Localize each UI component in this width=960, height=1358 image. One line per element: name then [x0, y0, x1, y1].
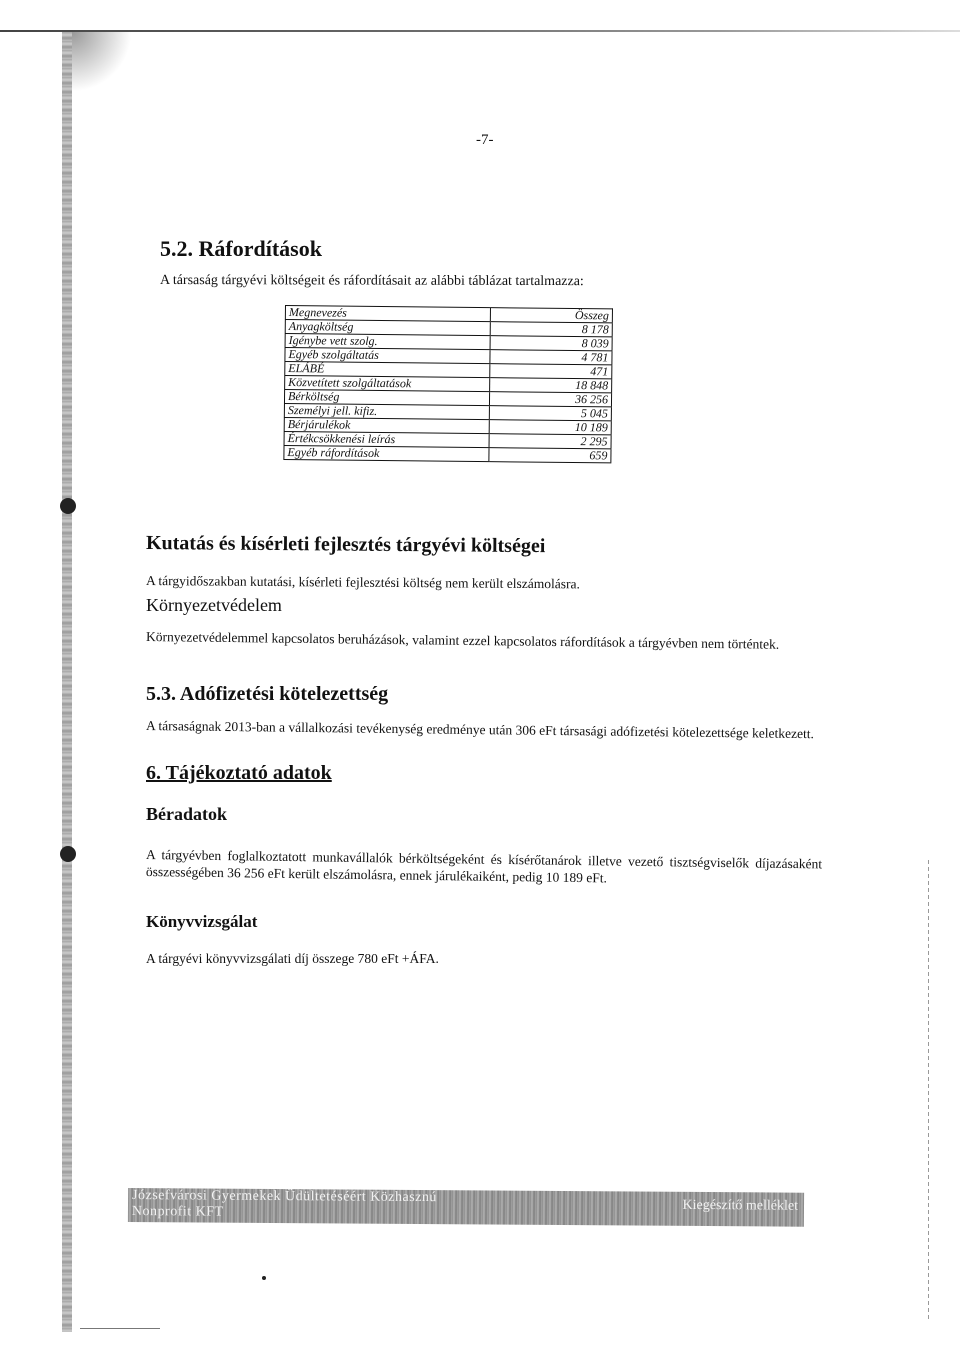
row-amount: 659	[489, 448, 611, 463]
heading-konyvvizsgalat: Könyvvizsgálat	[146, 912, 258, 931]
footer-organization	[132, 1188, 437, 1222]
row-amount: 36 256	[489, 392, 611, 407]
column-header-amount: Összeg	[490, 308, 612, 323]
row-amount: 10 189	[489, 420, 611, 435]
row-name: Igénybe vett szolg.	[285, 334, 490, 350]
row-name: Értékcsökkenési leírás	[284, 431, 489, 447]
heading-kutatas: Kutatás és kísérleti fejlesztés tárgyévi költségei	[145, 532, 546, 558]
page-number: -7-	[476, 132, 494, 148]
costs-table	[283, 305, 613, 463]
scan-dot	[262, 1276, 266, 1280]
heading-adofizetes: 5.3. Adófizetési kötelezettség	[146, 683, 389, 705]
heading-beradatok: Béradatok	[146, 804, 227, 824]
row-amount: 5 045	[489, 406, 611, 421]
text-kutatas: A tárgyidőszakban kutatási, kísérleti fejlesztési költség nem került elszámolásra.	[145, 573, 580, 592]
row-name: Egyéb szolgáltatás	[285, 348, 490, 364]
heading-kornyezetvedelem: Környezetvédelem	[146, 595, 282, 615]
row-name: Anyagköltség	[285, 320, 490, 336]
text-adofizetes: A társaságnak 2013-ban a vállalkozási tevékenység eredménye után 306 eFt társasági adófizetési kötelezettsége keletkezett.	[145, 718, 815, 742]
row-amount: 4 781	[490, 350, 612, 365]
row-name: Bérköltség	[284, 390, 489, 406]
punch-hole	[60, 846, 76, 862]
footer-org-line1: Józsefvárosi Gyermekek Üdültetéséért Közhasznú	[132, 1188, 437, 1206]
text-konyvvizsgalat: A tárgyévi könyvvizsgálati díj összege 780 eFt +ÁFA.	[146, 951, 439, 966]
row-amount: 2 295	[489, 434, 611, 449]
row-name: Személyi jell. kifiz.	[284, 403, 489, 419]
row-name: Bérjárulékok	[284, 417, 489, 433]
row-amount: 8 178	[490, 322, 612, 337]
column-header-name: Megnevezés	[285, 306, 490, 322]
row-name: Közvetített szolgáltatások	[285, 376, 490, 392]
punch-hole	[60, 498, 76, 514]
scan-bottom-mark	[80, 1328, 160, 1329]
footer-band	[128, 1188, 804, 1227]
row-amount: 471	[490, 364, 612, 379]
section-intro: A társaság tárgyévi költségeit és ráfordításait az alábbi táblázat tartalmazza:	[159, 273, 584, 290]
row-name: ELÁBÉ	[285, 362, 490, 378]
row-amount: 18 848	[490, 378, 612, 393]
footer-org-line2: Nonprofit KFT	[131, 1204, 224, 1220]
row-name: Egyéb ráfordítások	[284, 445, 489, 461]
section-title-raforditasok: 5.2. Ráfordítások	[160, 236, 322, 261]
footer-document-label: Kiegészítő melléklet	[682, 1197, 799, 1214]
scan-left-binding-shadow	[62, 32, 72, 1332]
scan-corner-shadow	[72, 32, 132, 92]
table-row	[284, 445, 611, 462]
row-amount: 8 039	[490, 336, 612, 351]
scan-top-edge	[0, 30, 960, 32]
scan-right-edge	[928, 860, 929, 1320]
text-beradatok: A tárgyévben foglalkoztatott munkavállalók bérköltségeként és kísérőtanárok illetve vezető tisztségviselők díjazásaként összességében 36 256 eFt került elszámolásra, ennek járulékaiként, pedig 10 189 eFt.	[145, 847, 823, 886]
text-kornyezetvedelem: Környezetvédelemmel kapcsolatos beruházások, valamint ezzel kapcsolatos ráfordítások a tárgyévben nem történtek.	[145, 629, 780, 652]
heading-tajekoztato-adatok: 6. Tájékoztató adatok	[146, 762, 332, 784]
